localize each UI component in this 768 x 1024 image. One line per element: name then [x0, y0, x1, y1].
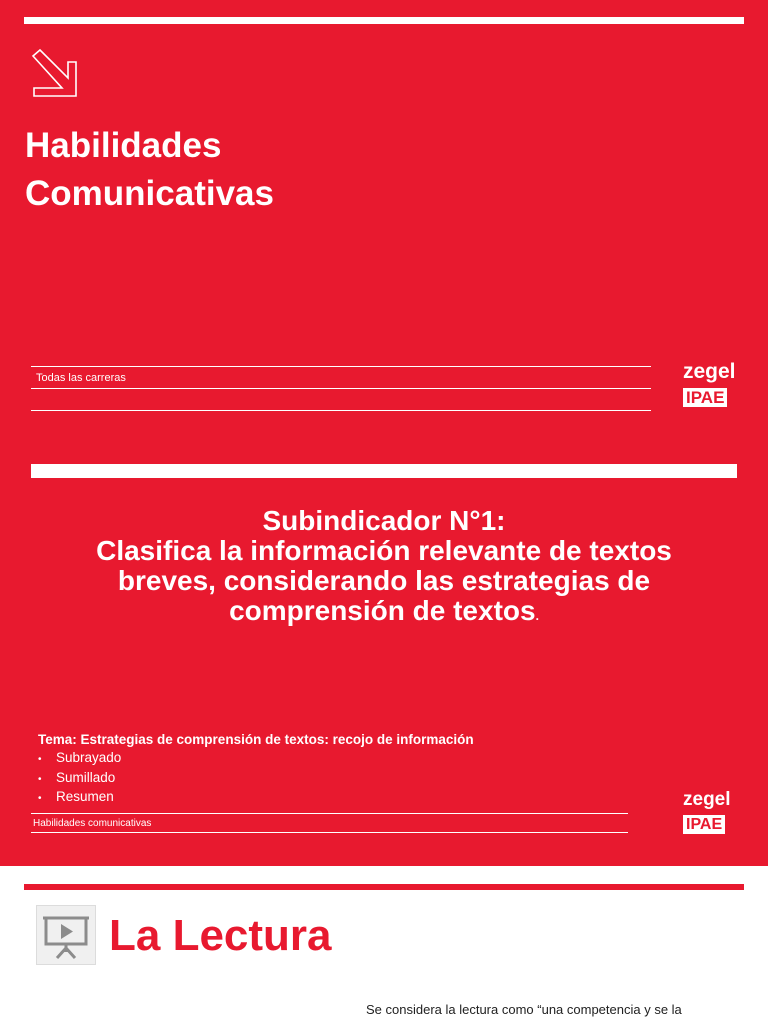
brand-logo	[683, 361, 736, 408]
logo-text: zegel	[683, 789, 731, 810]
divider-line	[31, 813, 628, 814]
divider-line	[31, 832, 628, 833]
list-item-label: Subrayado	[56, 750, 122, 765]
presentation-icon	[36, 905, 96, 965]
top-bar	[24, 884, 744, 890]
divider-line	[31, 388, 651, 389]
bullet-icon: •	[38, 773, 42, 785]
subindicator-heading	[20, 506, 748, 631]
list-item	[38, 769, 474, 789]
list-item	[38, 749, 474, 769]
logo-badge: IPAE	[683, 815, 725, 834]
divider-line	[31, 366, 651, 367]
topic-list	[38, 749, 474, 808]
logo-badge: IPAE	[683, 388, 727, 407]
divider-line	[31, 410, 651, 411]
reading-slide	[0, 866, 768, 1024]
section-heading: La Lectura	[109, 911, 332, 960]
audience-label: Todas las carreras	[36, 372, 126, 384]
footer-label: Habilidades comunicativas	[33, 818, 152, 829]
body-paragraph: Se considera la lectura como “una competencia y se la	[366, 1002, 682, 1017]
title-line-2: Comunicativas	[25, 174, 274, 213]
course-title	[25, 122, 274, 218]
brand-logo	[683, 789, 731, 834]
cover-slide	[0, 0, 768, 432]
subindicator-line-3: breves, considerando las estrategias de	[117, 565, 651, 596]
list-item-label: Sumillado	[56, 769, 116, 785]
arrow-down-right-icon	[30, 48, 80, 100]
subindicator-slide	[0, 432, 768, 866]
subindicator-line-4-text: comprensión de textos	[229, 595, 536, 626]
list-item	[38, 788, 474, 808]
title-line-1: Habilidades	[25, 126, 222, 165]
bullet-icon: •	[38, 754, 42, 765]
subindicator-line-2: Clasifica la información relevante de textos	[96, 535, 672, 566]
subindicator-line-4	[20, 596, 748, 631]
topic-title: Tema: Estrategias de comprensión de textos: recojo de información	[38, 732, 474, 747]
bullet-icon: •	[38, 793, 42, 804]
subindicator-end-mark: .	[535, 609, 539, 623]
logo-text: zegel	[683, 360, 736, 383]
list-item-label: Resumen	[56, 789, 114, 804]
topic-block	[38, 732, 474, 808]
top-bar	[31, 464, 737, 478]
top-bar	[24, 17, 744, 24]
subindicator-line-1: Subindicador N°1:	[262, 505, 506, 536]
